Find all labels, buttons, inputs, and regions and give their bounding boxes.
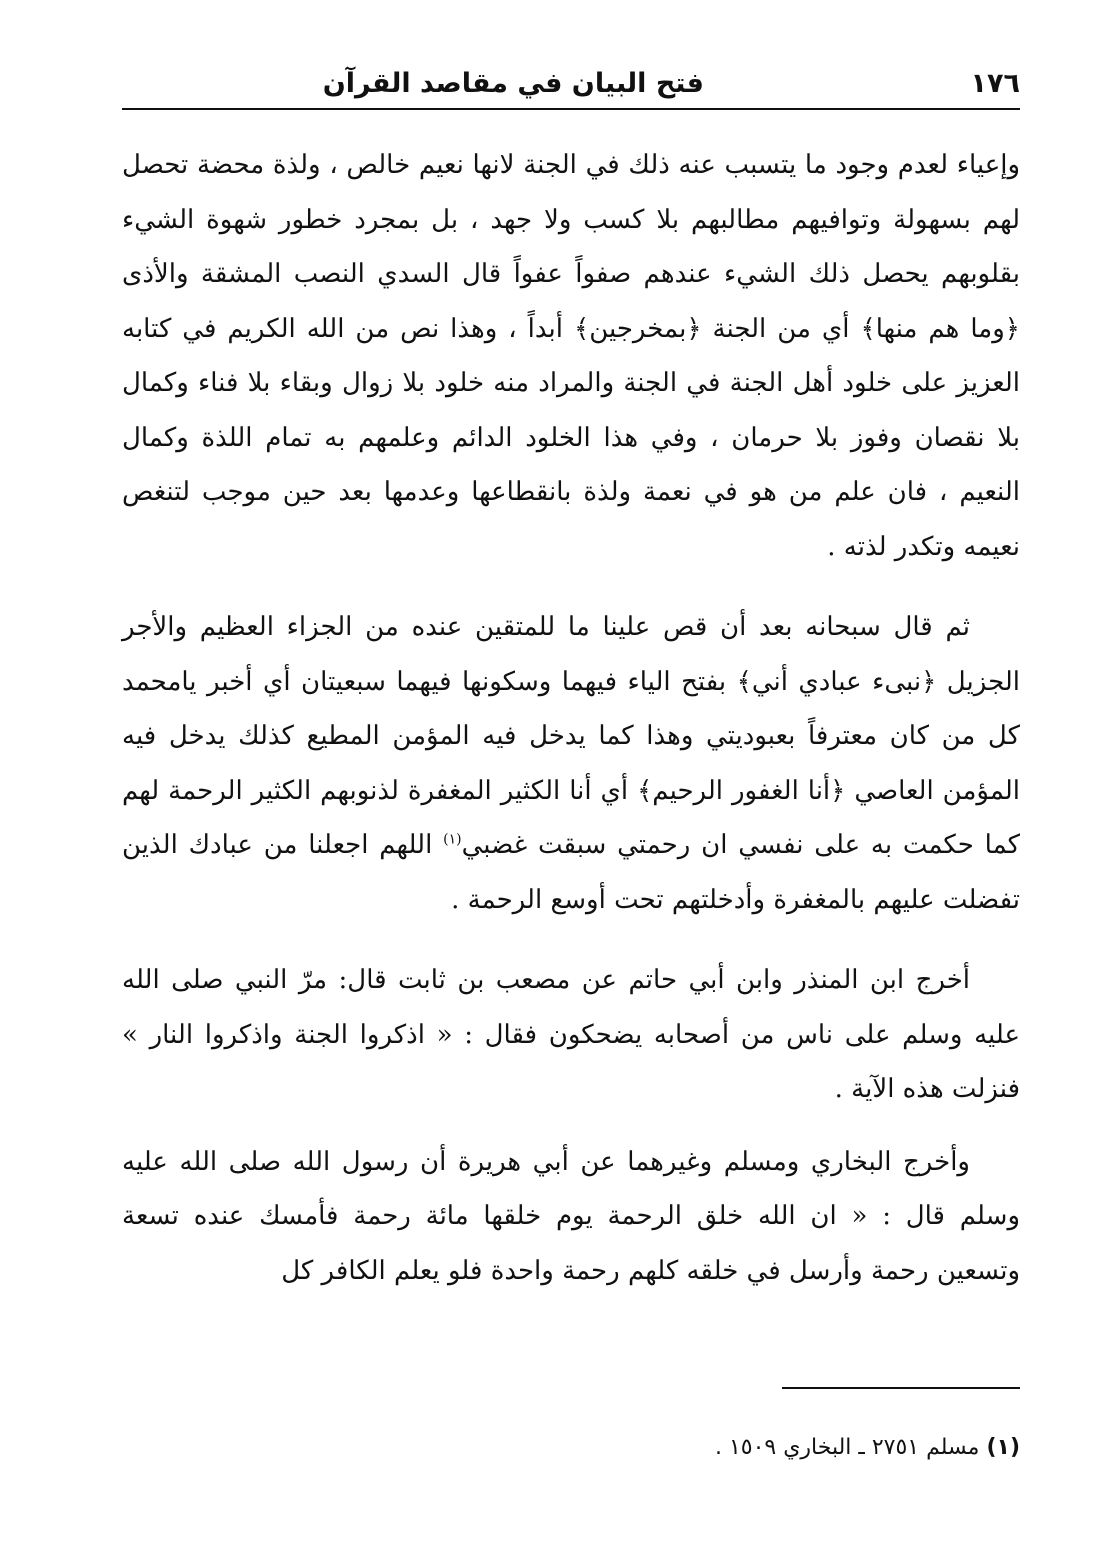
paragraph-gap [122,574,1020,600]
paragraph-4: وأخرج البخاري ومسلم وغيرهما عن أبي هريرة أن رسول الله صلى الله عليه وسلم قال : « ان الله خلق الرحمة يوم خلقها مائة رحمة فأمسك عنده تسعة وتسعين رحمة وأرسل في خلقه كلهم رحمة واحدة فلو يعلم الكافر كل [122,1146,1020,1286]
paragraph-2 [122,600,1020,927]
paragraph-1: وإعياء لعدم وجود ما يتسبب عنه ذلك في الجنة لانها نعيم خالص ، ولذة محضة تحصل لهم بسهولة وتوافيهم مطالبهم بلا كسب ولا جهد ، بل بمجرد خطور شهوة الشيء بقلوبهم يحصل ذلك الشيء عندهم صفواً عفواً قال السدي النصب المشقة والأذى ﴿وما هم منها﴾ أي من الجنة ﴿بمخرجين﴾ أبداً ، وهذا نص من الله الكريم في كتابه العزيز على خلود أهل الجنة في الجنة والمراد منه خلود بلا زوال وبقاء بلا فناء وكمال بلا نقصان وفوز بلا حرمان ، وفي هذا الخلود الدائم وعلمهم به تمام اللذة وكمال النعيم ، فان علم من هو في نعمة ولذة بانقطاعها وعدمها بعد حين موجب لتنغص نعيمه وتكدر لذته . [122,150,1020,562]
main-text [122,138,1020,1298]
paragraph-3: أخرج ابن المنذر وابن أبي حاتم عن مصعب بن ثابت قال: مرّ النبي صلى الله عليه وسلم على ناس من أصحابه يضحكون فقال : « اذكروا الجنة واذكروا النار » فنزلت هذه الآية . [122,965,1020,1104]
paragraph-2-tail: اللهم اجعلنا من عبادك الذين تفضلت عليهم بالمغفرة وأدخلتهم تحت أوسع الرحمة . [122,830,1020,915]
running-title: فتح البيان في مقاصد القرآن [322,68,704,99]
footnote-marker: (١) [986,1435,1020,1460]
paragraph-2-text: ثم قال سبحانه بعد أن قص علينا ما للمتقين عنده من الجزاء العظيم والأجر الجزيل ﴿نبىء عبادي أني﴾ بفتح الياء فيهما وسكونها فيهما سبعيتان أي أخبر يامحمد كل من كان معترفاً بعبوديتي وهذا كما يدخل فيه المؤمن المطيع كذلك يدخل فيه المؤمن العاصي ﴿أنا الغفور الرحيم﴾ أي أنا الكثير المغفرة لذنوبهم الكثير الرحمة لهم كما حكمت به على نفسي ان رحمتي سبقت غضبي [122,612,1020,860]
page-number: ١٧٦ [970,68,1020,99]
footnote-divider [782,1387,1020,1389]
paragraph-gap [122,927,1020,953]
header-divider [122,108,1020,110]
page-header [122,64,1020,106]
footnote-reference: (١) [443,831,462,848]
paragraph-gap [122,1117,1020,1135]
footnote [122,1428,1020,1468]
footnote-text: مسلم ٢٧٥١ ـ البخاري ١٥٠٩ . [714,1435,987,1460]
